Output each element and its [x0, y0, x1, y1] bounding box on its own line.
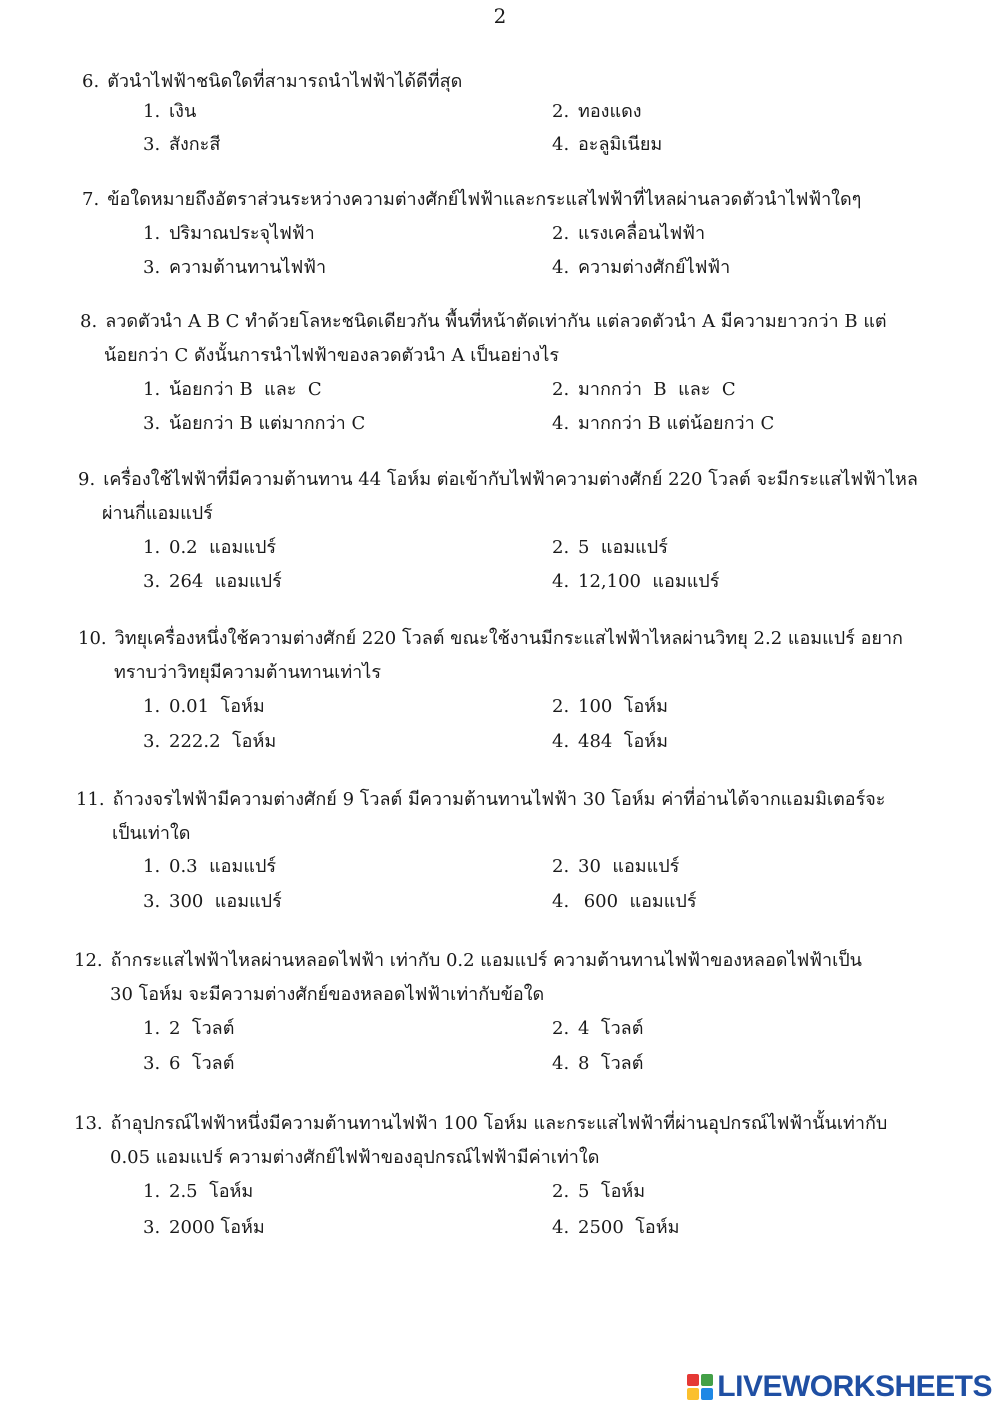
choice-number: 2. — [552, 1181, 570, 1202]
question-line-text: เป็นเท่าใด — [112, 823, 191, 844]
choice-text: มากกว่า B แต่น้อยกว่า C — [578, 413, 775, 434]
answer-choice — [552, 100, 642, 124]
question-text — [82, 70, 462, 94]
choice-number: 3. — [143, 891, 161, 912]
question-number: 11. — [76, 789, 105, 810]
answer-choice — [143, 133, 220, 157]
question-text — [74, 1112, 887, 1136]
choice-text: 0.01 โอห์ม — [169, 696, 265, 717]
choice-number: 3. — [143, 413, 161, 434]
answer-choice — [143, 1017, 234, 1041]
question-line-text: วิทยุเครื่องหนึ่งใช้ความต่างศักย์ 220 โวลต์ ขณะใช้งานมีกระแสไฟฟ้าไหลผ่านวิทยุ 2.2 แอมแปร์ อยาก — [114, 628, 903, 649]
answer-choice — [552, 1216, 679, 1240]
question-line-text: ตัวนำไฟฟ้าชนิดใดที่สามารถนำไฟฟ้าได้ดีที่สุด — [107, 71, 463, 92]
answer-choice — [552, 570, 719, 594]
question-line-text: 0.05 แอมแปร์ ความต่างศักย์ไฟฟ้าของอุปกรณ์ไฟฟ้ามีค่าเท่าใด — [110, 1147, 600, 1168]
choice-text: สังกะสี — [169, 134, 221, 155]
answer-choice — [143, 855, 276, 879]
choice-text: 8 โวลต์ — [578, 1053, 644, 1074]
question-number: 13. — [74, 1113, 103, 1134]
question-line-text: ข้อใดหมายถึงอัตราส่วนระหว่างความต่างศักย์ไฟฟ้าและกระแสไฟฟ้าที่ไหลผ่านลวดตัวนำไฟฟ้าใดๆ — [107, 189, 862, 210]
question-line-text: ทราบว่าวิทยุมีความต้านทานเท่าไร — [114, 662, 382, 683]
answer-choice — [143, 1052, 234, 1076]
answer-choice — [552, 222, 705, 246]
answer-choice — [552, 133, 662, 157]
answer-choice — [552, 536, 668, 560]
choice-number: 2. — [552, 537, 570, 558]
answer-choice — [552, 890, 697, 914]
choice-text: 300 แอมแปร์ — [169, 891, 282, 912]
question-line-text: ถ้าวงจรไฟฟ้ามีความต่างศักย์ 9 โวลต์ มีความต้านทานไฟฟ้า 30 โอห์ม ค่าที่อ่านได้จากแอมมิเตอร์จะ — [112, 789, 886, 810]
question-line-text: เครื่องใช้ไฟฟ้าที่มีความต้านทาน 44 โอห์ม ต่อเข้ากับไฟฟ้าความต่างศักย์ 220 โวลต์ จะมีกระแสไฟฟ้าไหล — [103, 469, 918, 490]
answer-choice — [552, 695, 668, 719]
question-text-continued — [114, 661, 381, 685]
choice-text: น้อยกว่า B และ C — [169, 379, 322, 400]
choice-number: 4. — [552, 891, 570, 912]
choice-number: 4. — [552, 257, 570, 278]
choice-text: 2 โวลต์ — [169, 1018, 235, 1039]
choice-text: อะลูมิเนียม — [578, 134, 663, 155]
question-number: 10. — [78, 628, 107, 649]
answer-choice — [552, 412, 774, 436]
question-text-continued — [112, 822, 191, 846]
choice-text: มากกว่า B และ C — [578, 379, 736, 400]
question-text-continued — [110, 983, 544, 1007]
choice-number: 1. — [143, 537, 161, 558]
choice-text: 600 แอมแปร์ — [578, 891, 697, 912]
liveworksheets-brand — [687, 1371, 992, 1403]
choice-number: 4. — [552, 1217, 570, 1238]
choice-number: 1. — [143, 379, 161, 400]
question-text-continued — [110, 1146, 599, 1170]
choice-text: 100 โอห์ม — [578, 696, 669, 717]
choice-text: 6 โวลต์ — [169, 1053, 235, 1074]
page-number: 2 — [493, 4, 507, 28]
question-text — [74, 949, 862, 973]
choice-number: 4. — [552, 571, 570, 592]
choice-text: 5 แอมแปร์ — [578, 537, 668, 558]
choice-text: 2.5 โอห์ม — [169, 1181, 254, 1202]
choice-number: 4. — [552, 1053, 570, 1074]
liveworksheets-logo-icon — [687, 1374, 713, 1400]
choice-number: 1. — [143, 856, 161, 877]
choice-text: 12,100 แอมแปร์ — [578, 571, 720, 592]
choice-number: 2. — [552, 223, 570, 244]
choice-text: 2000 โอห์ม — [169, 1217, 265, 1238]
answer-choice — [143, 1216, 265, 1240]
answer-choice — [552, 1017, 643, 1041]
question-number: 9. — [78, 469, 96, 490]
answer-choice — [552, 1180, 645, 1204]
question-number: 7. — [82, 189, 100, 210]
choice-number: 1. — [143, 1018, 161, 1039]
answer-choice — [143, 256, 326, 280]
answer-choice — [552, 256, 730, 280]
choice-number: 1. — [143, 101, 161, 122]
choice-number: 1. — [143, 696, 161, 717]
question-text — [82, 188, 861, 212]
answer-choice — [143, 222, 315, 246]
question-number: 6. — [82, 71, 100, 92]
choice-text: ความต่างศักย์ไฟฟ้า — [578, 257, 731, 278]
choice-text: 0.2 แอมแปร์ — [169, 537, 277, 558]
choice-number: 2. — [552, 101, 570, 122]
choice-number: 4. — [552, 134, 570, 155]
answer-choice — [143, 695, 265, 719]
question-number: 12. — [74, 950, 103, 971]
answer-choice — [552, 378, 736, 402]
question-line-text: 30 โอห์ม จะมีความต่างศักย์ของหลอดไฟฟ้าเท่ากับข้อใด — [110, 984, 545, 1005]
choice-text: เงิน — [169, 101, 197, 122]
choice-number: 4. — [552, 413, 570, 434]
question-line-text: น้อยกว่า C ดังนั้นการนำไฟฟ้าของลวดตัวนำ A เป็นอย่างไร — [104, 345, 560, 366]
choice-number: 2. — [552, 696, 570, 717]
choice-text: 30 แอมแปร์ — [578, 856, 680, 877]
choice-text: 264 แอมแปร์ — [169, 571, 282, 592]
choice-number: 3. — [143, 731, 161, 752]
logo-square — [701, 1374, 713, 1386]
question-line-text: ลวดตัวนำ A B C ทำด้วยโลหะชนิดเดียวกัน พื้นที่หน้าตัดเท่ากัน แต่ลวดตัวนำ A มีความยาวกว่า B แต่ — [105, 311, 887, 332]
answer-choice — [143, 570, 282, 594]
choice-number: 2. — [552, 379, 570, 400]
choice-number: 3. — [143, 134, 161, 155]
choice-number: 2. — [552, 856, 570, 877]
choice-text: 4 โวลต์ — [578, 1018, 644, 1039]
choice-text: 222.2 โอห์ม — [169, 731, 277, 752]
choice-number: 4. — [552, 731, 570, 752]
choice-text: 5 โอห์ม — [578, 1181, 646, 1202]
question-text — [76, 788, 885, 812]
question-line-text: ถ้าอุปกรณ์ไฟฟ้าหนึ่งมีความต้านทานไฟฟ้า 100 โอห์ม และกระแสไฟฟ้าที่ผ่านอุปกรณ์ไฟฟ้านั้นเท่ากับ — [110, 1113, 888, 1134]
answer-choice — [143, 100, 196, 124]
logo-square — [687, 1388, 699, 1400]
question-line-text: ผ่านกี่แอมแปร์ — [102, 503, 213, 524]
answer-choice — [143, 412, 365, 436]
question-text — [78, 468, 918, 492]
question-text-continued — [104, 344, 559, 368]
question-text — [80, 310, 887, 334]
question-text — [78, 627, 903, 651]
choice-number: 3. — [143, 257, 161, 278]
answer-choice — [143, 890, 282, 914]
answer-choice — [143, 730, 276, 754]
choice-text: น้อยกว่า B แต่มากกว่า C — [169, 413, 366, 434]
logo-square — [701, 1388, 713, 1400]
question-text-continued — [102, 502, 213, 526]
answer-choice — [143, 536, 276, 560]
logo-square — [687, 1374, 699, 1386]
choice-text: ความต้านทานไฟฟ้า — [169, 257, 327, 278]
choice-number: 1. — [143, 1181, 161, 1202]
answer-choice — [143, 378, 322, 402]
choice-number: 1. — [143, 223, 161, 244]
question-number: 8. — [80, 311, 98, 332]
choice-number: 3. — [143, 1217, 161, 1238]
question-line-text: ถ้ากระแสไฟฟ้าไหลผ่านหลอดไฟฟ้า เท่ากับ 0.2 แอมแปร์ ความต้านทานไฟฟ้าของหลอดไฟฟ้าเป็น — [110, 950, 862, 971]
answer-choice — [552, 1052, 643, 1076]
choice-number: 3. — [143, 1053, 161, 1074]
choice-text: แรงเคลื่อนไฟฟ้า — [578, 223, 706, 244]
choice-text: ทองแดง — [578, 101, 642, 122]
answer-choice — [552, 730, 668, 754]
choice-text: 0.3 แอมแปร์ — [169, 856, 277, 877]
choice-text: ปริมาณประจุไฟฟ้า — [169, 223, 315, 244]
choice-text: 2500 โอห์ม — [578, 1217, 680, 1238]
brand-text: LIVEWORKSHEETS — [717, 1370, 992, 1403]
answer-choice — [552, 855, 679, 879]
answer-choice — [143, 1180, 253, 1204]
choice-number: 3. — [143, 571, 161, 592]
choice-text: 484 โอห์ม — [578, 731, 669, 752]
choice-number: 2. — [552, 1018, 570, 1039]
